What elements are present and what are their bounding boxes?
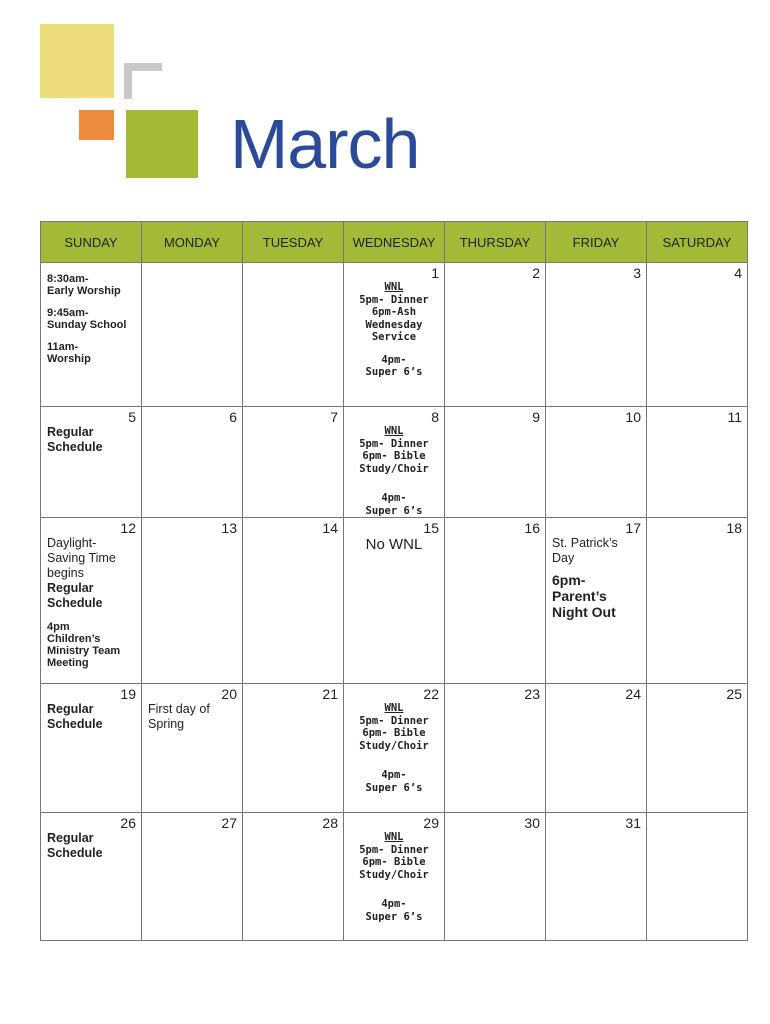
- day-cell-24: [546, 684, 647, 813]
- day-cell-28: [243, 813, 344, 941]
- st-patricks-note: [546, 536, 646, 620]
- header-tuesday: TUESDAY: [243, 222, 344, 263]
- week-row-2: [41, 407, 748, 518]
- day-cell-8: [344, 407, 445, 518]
- day-cell-25: [647, 684, 748, 813]
- note-line: Daylight-: [47, 536, 97, 550]
- event-line: Super 6’s: [365, 366, 423, 378]
- day-cell-2: [445, 263, 546, 407]
- schedule-line: Early Worship: [47, 285, 121, 297]
- day-cell-23: [445, 684, 546, 813]
- day-number: 11: [727, 409, 742, 425]
- day-cell-17: [546, 518, 647, 684]
- note-line: Ministry Team: [47, 645, 121, 657]
- header-wednesday: WEDNESDAY: [344, 222, 445, 263]
- day-number: 13: [221, 520, 237, 536]
- wnl-label: WNL: [384, 702, 404, 714]
- day-cell-21: [243, 684, 344, 813]
- day-cell-13: [142, 518, 243, 684]
- day-number: 5: [128, 409, 136, 425]
- day-number: 17: [625, 520, 641, 536]
- event-line: 4pm-: [381, 492, 407, 504]
- day-cell-7: [243, 407, 344, 518]
- header-monday: MONDAY: [142, 222, 243, 263]
- day-cell-26: [41, 813, 142, 941]
- wnl-event: [344, 831, 444, 923]
- day-cell-empty: [647, 813, 748, 941]
- first-day-of-spring-note: [142, 702, 242, 732]
- day-number: 16: [524, 520, 540, 536]
- day-cell-29: [344, 813, 445, 941]
- event-line: Service: [371, 331, 417, 343]
- day-number: 9: [532, 409, 540, 425]
- day-cell-empty: [243, 263, 344, 407]
- event-line: 5pm- Dinner: [359, 714, 429, 727]
- note-line: Regular: [47, 425, 94, 439]
- decorative-orange-square: [79, 110, 114, 140]
- day-cell-19: [41, 684, 142, 813]
- day-cell-22: [344, 684, 445, 813]
- week-row-5: [41, 813, 748, 941]
- event-line: Wednesday: [365, 318, 423, 331]
- regular-schedule-note: [41, 702, 141, 732]
- day-number: 12: [120, 520, 136, 536]
- day-number: 2: [532, 265, 540, 281]
- day-cell-1: [344, 263, 445, 407]
- event-line: Super 6’s: [365, 781, 423, 794]
- event-line: Study/Choir: [359, 739, 429, 752]
- week-row-4: [41, 684, 748, 813]
- wnl-label: WNL: [384, 831, 404, 843]
- day-number: 19: [120, 686, 136, 702]
- regular-schedule-note: [41, 425, 141, 455]
- day-number: 21: [322, 686, 338, 702]
- decorative-yellow-square: [40, 24, 114, 98]
- event-line: 5pm- Dinner: [359, 843, 429, 856]
- day-number: 20: [221, 686, 237, 702]
- day-cell-12: [41, 518, 142, 684]
- event-line: Study/Choir: [359, 868, 429, 881]
- day-cell-30: [445, 813, 546, 941]
- note-line: Day: [552, 551, 575, 565]
- note-line: begins: [47, 566, 84, 580]
- day-cell-15: [344, 518, 445, 684]
- header-friday: FRIDAY: [546, 222, 647, 263]
- event-line: Study/Choir: [359, 462, 429, 475]
- event-line: 6pm- Bible: [362, 727, 426, 739]
- day-cell-9: [445, 407, 546, 518]
- day-number: 30: [524, 815, 540, 831]
- day-number: 26: [120, 815, 136, 831]
- wnl-event: [344, 702, 444, 794]
- day-cell-27: [142, 813, 243, 941]
- note-line: Regular: [47, 702, 94, 716]
- sunday-worship-schedule: [41, 273, 141, 365]
- event-line: Super 6’s: [365, 910, 423, 923]
- day-number: 15: [423, 520, 439, 536]
- header-saturday: SATURDAY: [647, 222, 748, 263]
- schedule-line: 9:45am-: [47, 307, 89, 319]
- day-cell-31: [546, 813, 647, 941]
- day-number: 3: [633, 265, 641, 281]
- note-line: Spring: [148, 717, 185, 731]
- day-cell-empty-sunday: [41, 263, 142, 407]
- week-row-1: [41, 263, 748, 407]
- day-cell-18: [647, 518, 748, 684]
- day-number: 22: [423, 686, 439, 702]
- note-line: 4pm: [47, 621, 70, 633]
- day-cell-10: [546, 407, 647, 518]
- event-line: Super 6’s: [365, 504, 423, 517]
- event-line: 6pm- Bible: [362, 450, 426, 462]
- wnl-event: [344, 425, 444, 517]
- day-number: 27: [221, 815, 237, 831]
- dst-note: [41, 536, 141, 669]
- wnl-label: WNL: [384, 281, 404, 293]
- day-number: 29: [423, 815, 439, 831]
- day-cell-3: [546, 263, 647, 407]
- day-number: 31: [625, 815, 641, 831]
- header-thursday: THURSDAY: [445, 222, 546, 263]
- page-title: March: [230, 105, 420, 183]
- note-line: Regular: [47, 831, 94, 845]
- note-line: First day of: [148, 702, 210, 716]
- decorative-gray-bracket: [124, 63, 162, 99]
- schedule-line: 11am-: [47, 341, 79, 353]
- day-number: 14: [322, 520, 338, 536]
- note-line: Night Out: [552, 604, 616, 620]
- day-number: 25: [726, 686, 742, 702]
- calendar-table: [40, 221, 748, 941]
- event-line: 6pm- Bible: [362, 856, 426, 868]
- note-line: Schedule: [47, 846, 103, 860]
- header-sunday: SUNDAY: [41, 222, 142, 263]
- schedule-line: Worship: [47, 353, 91, 365]
- day-number: 24: [625, 686, 641, 702]
- day-number: 28: [322, 815, 338, 831]
- day-cell-20: [142, 684, 243, 813]
- decorative-green-square: [126, 110, 198, 178]
- day-cell-11: [647, 407, 748, 518]
- note-line: Schedule: [47, 717, 103, 731]
- note-line: 6pm-: [552, 572, 586, 588]
- day-number: 7: [330, 409, 338, 425]
- note-line: Schedule: [47, 440, 103, 454]
- day-number: 10: [625, 409, 641, 425]
- wnl-event: [344, 281, 444, 379]
- weekday-header-row: [41, 222, 748, 263]
- day-cell-16: [445, 518, 546, 684]
- event-line: 5pm- Dinner: [359, 293, 429, 306]
- day-number: 8: [431, 409, 439, 425]
- no-wnl-note: No WNL: [365, 536, 423, 553]
- event-line: 4pm-: [381, 353, 407, 366]
- day-number: 4: [734, 265, 742, 281]
- note-line: St. Patrick’s: [552, 536, 618, 550]
- day-cell-14: [243, 518, 344, 684]
- event-line: 5pm- Dinner: [359, 437, 429, 450]
- day-number: 23: [524, 686, 540, 702]
- day-number: 6: [229, 409, 237, 425]
- note-line: Children’s: [47, 633, 101, 645]
- note-line: Schedule: [47, 596, 103, 610]
- day-cell-empty: [142, 263, 243, 407]
- day-number: 1: [431, 265, 439, 281]
- schedule-line: Sunday School: [47, 319, 127, 331]
- note-line: Regular: [47, 581, 94, 595]
- wnl-label: WNL: [384, 425, 404, 437]
- day-number: 18: [726, 520, 742, 536]
- note-line: Parent’s: [552, 588, 607, 604]
- regular-schedule-note: [41, 831, 141, 861]
- event-line: 6pm-Ash: [371, 306, 417, 318]
- week-row-3: [41, 518, 748, 684]
- day-cell-6: [142, 407, 243, 518]
- day-cell-4: [647, 263, 748, 407]
- event-line: 4pm-: [381, 769, 407, 781]
- event-line: 4pm-: [381, 898, 407, 910]
- note-line: Meeting: [47, 657, 89, 669]
- day-cell-5: [41, 407, 142, 518]
- schedule-line: 8:30am-: [47, 273, 89, 285]
- note-line: Saving Time: [47, 551, 116, 565]
